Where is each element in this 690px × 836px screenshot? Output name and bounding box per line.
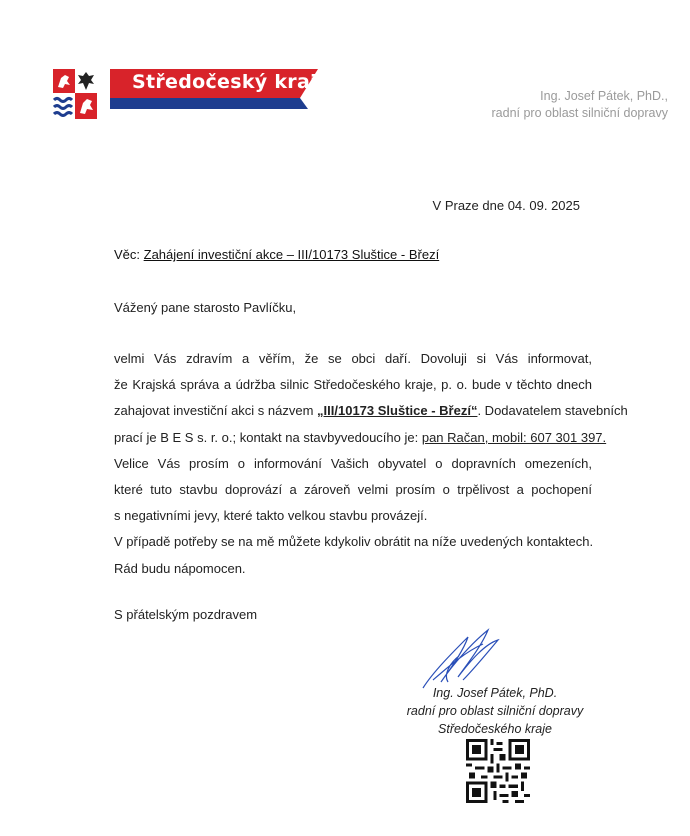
sender-name: Ing. Josef Pátek, PhD.,: [540, 89, 668, 103]
greeting: Vážený pane starosto Pavlíčku,: [114, 300, 297, 315]
body-line: [114, 425, 607, 451]
body-text: prací je B E S s. r. o.; kontakt na stavbyvedoucího je:: [114, 429, 422, 445]
project-name: „III/10173 Sluštice - Březí“: [317, 403, 478, 419]
signer-organization: Středočeského kraje: [438, 722, 552, 736]
qr-code-icon: [466, 739, 530, 803]
signer-name: Ing. Josef Pátek, PhD.: [432, 686, 558, 700]
body-line: Velice Vás prosím o informování Vašich obyvatel o dopravních omezeních,: [114, 455, 592, 471]
body-text: zahajovat investiční akci s názvem: [114, 403, 318, 419]
subject-label: Věc:: [114, 247, 141, 262]
site-manager-contact: pan Račan, mobil: 607 301 397.: [421, 429, 607, 445]
body-line: Rád budu nápomocen.: [114, 560, 246, 576]
body-line: V případě potřeby se na mě můžete kdykoliv obrátit na níže uvedených kontaktech.: [114, 534, 594, 550]
letter-body: [114, 346, 628, 582]
signer-role: radní pro oblast silniční dopravy: [406, 704, 584, 718]
body-text: . Dodavatelem stavebních: [477, 403, 628, 419]
body-line: s negativními jevy, které takto velkou stavbu provázejí.: [114, 508, 428, 524]
body-line: velmi Vás zdravím a věřím, že se obci daří. Dovoluji si Vás informovat,: [114, 351, 592, 366]
body-line: [114, 398, 628, 424]
letter-date: V Praze dne 04. 09. 2025: [432, 198, 580, 213]
sender-block: [492, 88, 668, 122]
body-line: že Krajská správa a údržba silnic Středočeského kraje, p. o. bude v těchto dnech: [114, 377, 592, 393]
subject-line: [114, 247, 439, 262]
body-line: které tuto stavbu doprovází a zároveň velmi prosím o trpělivost a pochopení: [114, 482, 592, 498]
coat-of-arms-icon: [53, 69, 97, 119]
signature-block: [380, 684, 610, 738]
closing: S přátelským pozdravem: [114, 607, 258, 622]
subject-text: Zahájení investiční akce – III/10173 Sluštice - Březí: [143, 247, 440, 262]
sender-role: radní pro oblast silniční dopravy: [491, 106, 668, 120]
handwritten-signature-icon: [393, 622, 513, 692]
brand-logo-text: Středočeský kraj: [132, 71, 317, 93]
